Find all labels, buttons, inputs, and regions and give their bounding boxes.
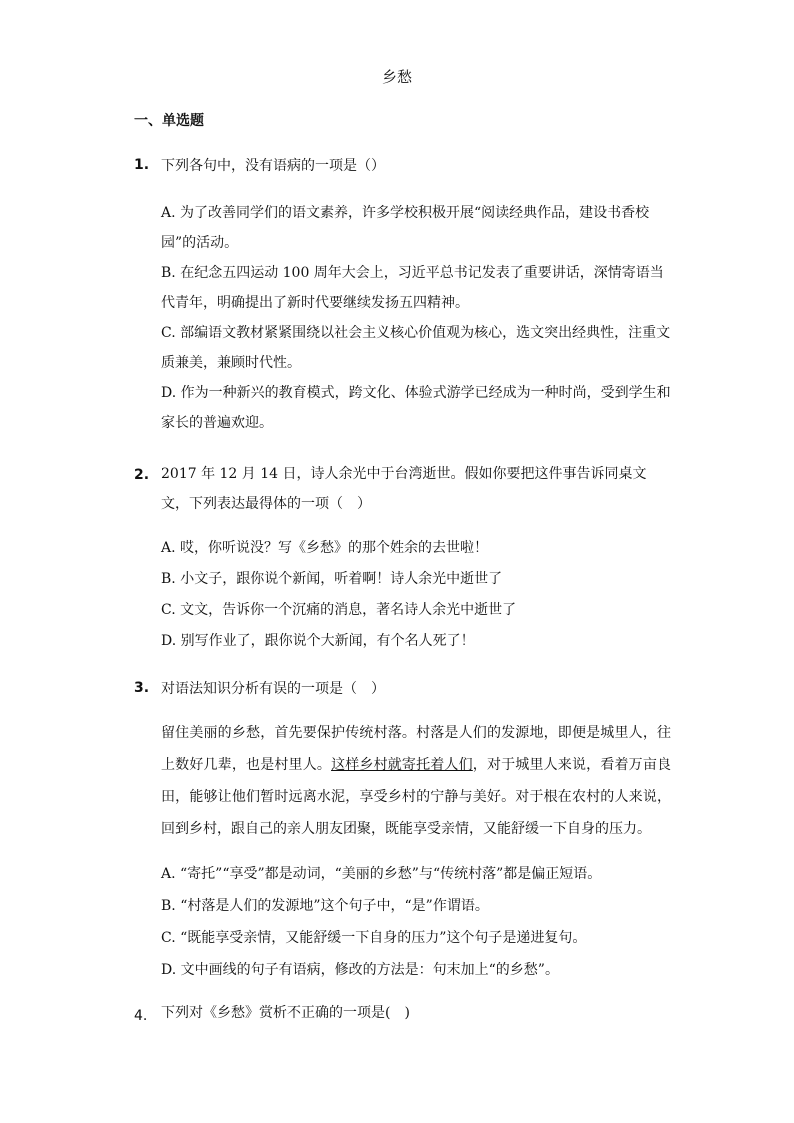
question-3-option-b: B. “村落是人们的发源地”这个句子中，“是”作谓语。	[161, 898, 489, 914]
question-3-option-d: D. 文中画线的句子有语病，修改的方法是：句末加上“的乡愁”。	[161, 962, 559, 978]
passage-text-after: ，对于城里人来说，看着万亩良田，能够让他们暂时远离水泥，享受乡村的宁静与美好。对于根在农村的人来说，回到乡村，跟自己的亲人朋友团聚，既能享受亲情，又能舒缓一下自身的压力。	[161, 757, 672, 837]
question-3-option-c: C. “既能享受亲情，又能舒缓一下自身的压力”这个句子是递进复句。	[161, 930, 587, 946]
passage-underlined-sentence: 这样乡村就寄托着人们	[331, 757, 473, 773]
question-1-stem: 下列各句中，没有语病的一项是（）	[161, 158, 385, 174]
page-title: 乡愁	[381, 68, 412, 86]
question-3-passage	[161, 717, 671, 845]
question-2-number: 2.	[134, 467, 150, 483]
question-4-stem: 下列对《乡愁》赏析不正确的一项是( )	[161, 1005, 410, 1021]
question-1-number: 1.	[134, 157, 150, 173]
question-3-stem: 对语法知识分析有误的一项是（ ）	[161, 681, 385, 697]
question-1-option-c: C. 部编语文教材紧紧围绕以社会主义核心价值观为核心，选文突出经典性，注重文质兼美，兼顾时代性。	[161, 325, 671, 371]
question-1-option-b: B. 在纪念五四运动 100 周年大会上，习近平总书记发表了重要讲话，深情寄语当代青年，明确提出了新时代要继续发扬五四精神。	[161, 265, 664, 311]
question-2-options	[161, 533, 671, 657]
question-3-number: 3.	[134, 680, 150, 696]
question-2-option-d: D. 别写作业了，跟你说个大新闻，有个名人死了！	[161, 633, 475, 649]
question-2-option-a: A. 哎，你听说没？写《乡愁》的那个姓余的去世啦！	[161, 540, 489, 556]
passage-text-before: 留住美丽的乡愁，首先要保护传统村落。村落是人们的发源地，即便是城里人，往上数好几辈，也是村里人。	[161, 725, 671, 773]
question-2-option-c: C. 文文，告诉你一个沉痛的消息，著名诗人余光中逝世了	[161, 602, 517, 618]
question-1-option-a: A. 为了改善同学们的语文素养，许多学校积极开展“阅读经典作品，建设书香校园”的活动。	[161, 205, 650, 251]
question-2-stem: 2017 年 12 月 14 日，诗人余光中于台湾逝世。假如你要把这件事告诉同桌文文，下列表达最得体的一项（ ）	[161, 466, 647, 512]
question-1-option-d: D. 作为一种新兴的教育模式，跨文化、体验式游学已经成为一种时尚，受到学生和家长的普遍欢迎。	[161, 385, 671, 431]
question-1-options	[161, 198, 671, 438]
section-heading: 一、单选题	[134, 113, 204, 129]
question-2-option-b: B. 小文子，跟你说个新闻，听着啊！诗人余光中逝世了	[161, 571, 503, 587]
question-4-number: 4.	[134, 1008, 148, 1024]
question-3-options	[161, 858, 671, 986]
question-3-option-a: A. “寄托”“享受”都是动词，“美丽的乡愁”与“传统村落”都是偏正短语。	[161, 866, 602, 882]
